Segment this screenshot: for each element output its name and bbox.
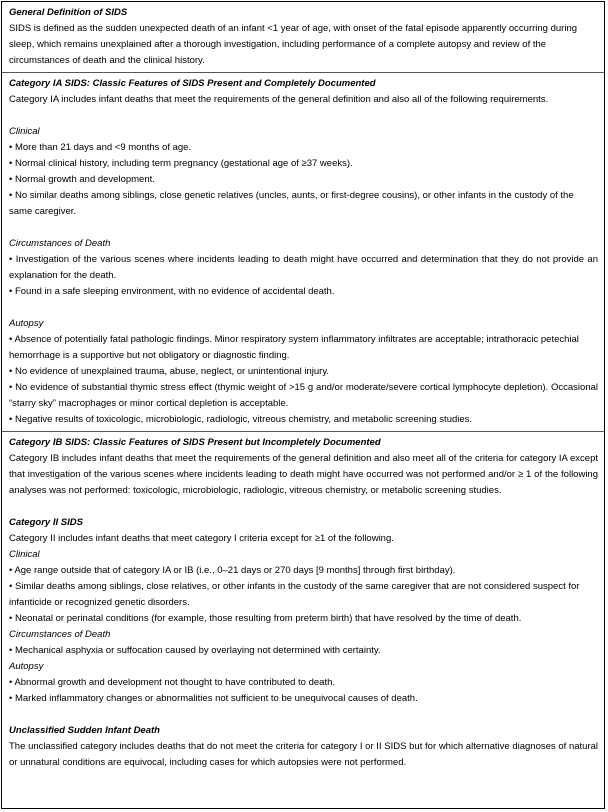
list-item: • Abnormal growth and development not thought to have contributed to death. — [9, 677, 336, 688]
sids-definitions-table — [1, 1, 605, 809]
general-definition-title: General Definition of SIDS — [9, 7, 128, 18]
category-ia-autopsy-heading: Autopsy — [9, 318, 44, 329]
general-definition-text: SIDS is defined as the sudden unexpected death of an infant <1 year of age, with onset of the fatal episode apparently occurring during sleep, which remains unexplained after a thorough investigation, including performance of a complete autopsy and review of the circumstances of death and the clinical history. — [9, 23, 578, 66]
list-item: • No evidence of substantial thymic stress effect (thymic weight of >15 g and/or moderate/severe cortical lymphocyte depletion). Occasional “starry sky” macrophages or minor cortical depletion is acceptable. — [9, 382, 598, 409]
list-item: • Age range outside that of category IA or IB (i.e., 0–21 days or 270 days [9 months] through first birthday). — [9, 565, 456, 576]
unclassified-title: Unclassified Sudden Infant Death — [9, 725, 160, 736]
list-item: • Normal growth and development. — [9, 174, 155, 185]
list-item: • No similar deaths among siblings, close genetic relatives (uncles, aunts, or first-degree cousins), or other infants in the custody of the same caregiver. — [9, 190, 574, 217]
category-ib-title: Category IB SIDS: Classic Features of SIDS Present but Incompletely Documented — [9, 437, 381, 448]
unclassified-text: The unclassified category includes deaths that do not meet the criteria for category I or II SIDS but for which alternative diagnoses of natural or unnatural conditions are equivocal, including cases for which autopsies were not performed. — [9, 741, 598, 768]
list-item: • Normal clinical history, including term pregnancy (gestational age of ≥37 weeks). — [9, 158, 353, 169]
category-ia-title: Category IA SIDS: Classic Features of SIDS Present and Completely Documented — [9, 78, 376, 89]
list-item: • More than 21 days and <9 months of age. — [9, 142, 192, 153]
category-ii-autopsy-heading: Autopsy — [9, 661, 44, 672]
list-item: • Absence of potentially fatal pathologic findings. Minor respiratory system inflammatory infiltrates are acceptable; intrathoracic petechial hemorrhage is a supportive but not obligatory or diagnostic finding. — [9, 334, 579, 361]
category-ia-clinical-heading: Clinical — [9, 126, 40, 137]
section-divider — [2, 431, 604, 432]
section-divider — [2, 72, 604, 73]
category-ii-intro: Category II includes infant deaths that meet category I criteria except for ≥1 of the following. — [9, 533, 394, 544]
list-item: • Investigation of the various scenes where incidents leading to death might have occurred and determination that they do not provide an explanation for the death. — [9, 254, 598, 281]
category-ia-circumstances-heading: Circumstances of Death — [9, 238, 111, 249]
category-ii-title: Category II SIDS — [9, 517, 83, 528]
list-item: • Found in a safe sleeping environment, with no evidence of accidental death. — [9, 286, 335, 297]
list-item: • Neonatal or perinatal conditions (for example, those resulting from preterm birth) that have resolved by the time of death. — [9, 613, 522, 624]
category-ia-intro: Category IA includes infant deaths that meet the requirements of the general definition and also all of the following requirements. — [9, 94, 549, 105]
category-ii-circumstances-heading: Circumstances of Death — [9, 629, 111, 640]
category-ii-clinical-heading: Clinical — [9, 549, 40, 560]
list-item: • Similar deaths among siblings, close relatives, or other infants in the custody of the same caregiver that are not considered suspect for infanticide or recognized genetic disorders. — [9, 581, 580, 608]
list-item: • Marked inflammatory changes or abnormalities not sufficient to be unequivocal causes of death. — [9, 693, 418, 704]
list-item: • Mechanical asphyxia or suffocation caused by overlaying not determined with certainty. — [9, 645, 381, 656]
category-ib-text: Category IB includes infant deaths that meet the requirements of the general definition and also meet all of the criteria for category IA except that investigation of the various scenes where incidents leading to death might have occurred was not performed and/or ≥ 1 of the following analyses was not performed: toxicologic, microbiologic, radiologic, vitreous chemistry, or metabolic screening studies. — [9, 453, 598, 496]
list-item: • Negative results of toxicologic, microbiologic, radiologic, vitreous chemistry, and metabolic screening studies. — [9, 414, 473, 425]
list-item: • No evidence of unexplained trauma, abuse, neglect, or unintentional injury. — [9, 366, 330, 377]
